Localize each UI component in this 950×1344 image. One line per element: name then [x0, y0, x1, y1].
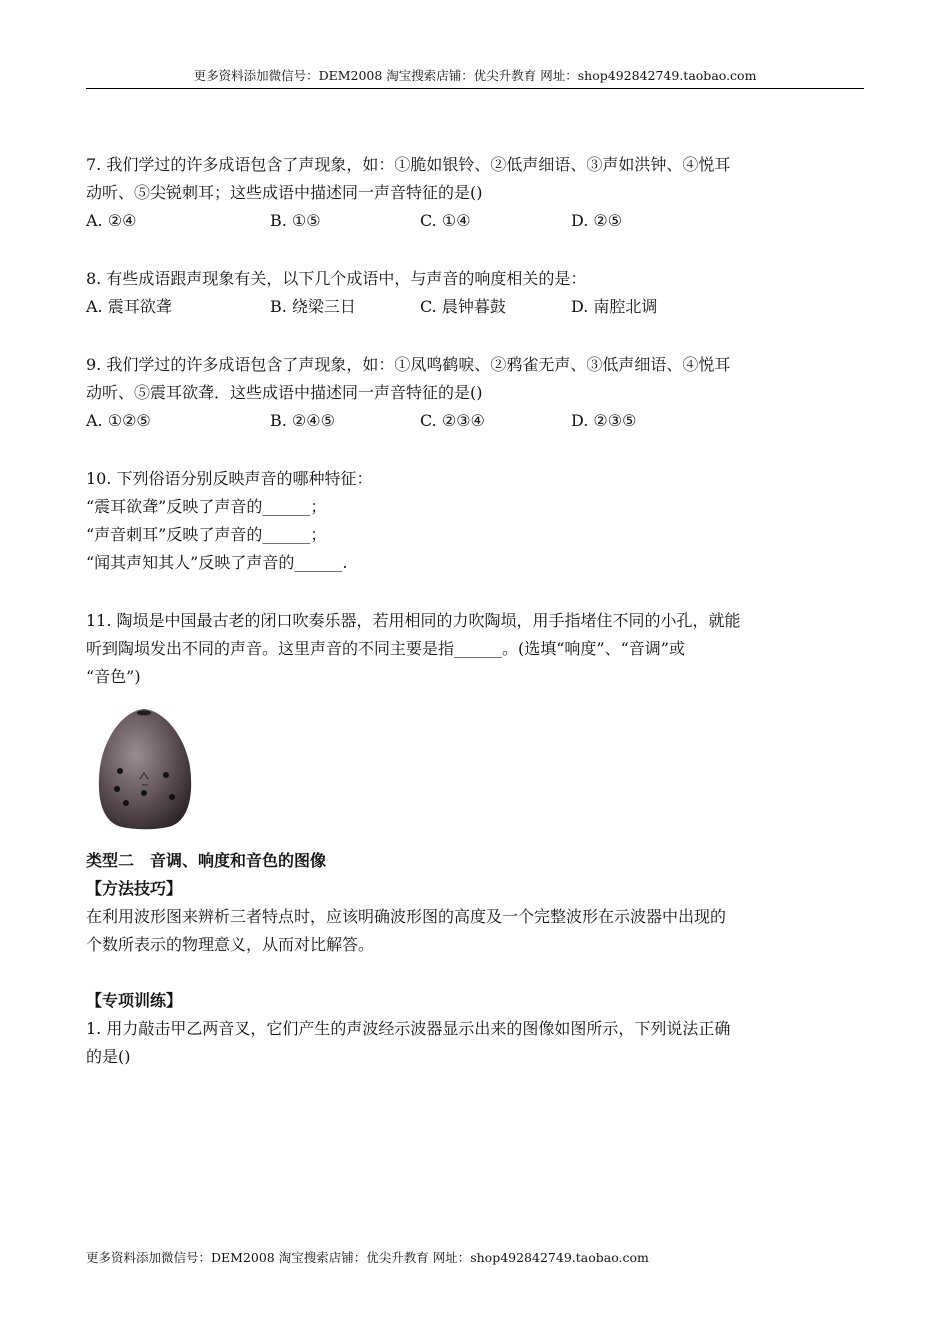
page-header: 更多资料添加微信号：DEM2008 淘宝搜索店铺：优尖升教育 网址：shop492842749.taobao.com	[86, 66, 864, 89]
option-a: A. 震耳欲聋	[86, 297, 172, 316]
ocarina-image	[92, 705, 196, 831]
method-text: 个数所表示的物理意义，从而对比解答。	[86, 935, 375, 954]
option-d: D. ②③⑤	[571, 411, 637, 430]
option-c: C. ②③④	[420, 411, 485, 430]
option-d: D. 南腔北调	[571, 297, 658, 316]
training-heading: 【专项训练】	[86, 991, 183, 1010]
question-text: 8. 有些成语跟声现象有关，以下几个成语中，与声音的响度相关的是：	[86, 269, 587, 288]
document-body	[86, 151, 864, 1071]
question-10	[86, 465, 864, 577]
page-footer: 更多资料添加微信号：DEM2008 淘宝搜索店铺：优尖升教育 网址：shop492842749.taobao.com	[86, 1250, 649, 1265]
option-b: B. 绕梁三日	[270, 297, 356, 316]
option-b: B. ②④⑤	[270, 411, 335, 430]
option-a: A. ②④	[86, 211, 137, 230]
options-row	[86, 407, 864, 435]
question-text: 1. 用力敲击甲乙两音叉，它们产生的声波经示波器显示出来的图像如图所示，下列说法正确	[86, 1019, 731, 1038]
question-text: “音色”)	[86, 667, 141, 686]
question-7	[86, 151, 864, 235]
question-text: 9. 我们学过的许多成语包含了声现象，如：①凤鸣鹤唳、②鸦雀无声、③低声细语、④悦耳	[86, 355, 731, 374]
question-8	[86, 265, 864, 321]
question-text: 动听、⑤尖锐刺耳；这些成语中描述同一声音特征的是()	[86, 183, 483, 202]
options-row	[86, 207, 864, 235]
option-d: D. ②⑤	[571, 211, 623, 230]
options-row	[86, 293, 864, 321]
fill-blank-line: “闻其声知其人”反映了声音的______.	[86, 553, 348, 572]
question-text: 动听、⑤震耳欲聋．这些成语中描述同一声音特征的是()	[86, 383, 483, 402]
option-c: C. ①④	[420, 211, 471, 230]
fill-blank-line: “声音刺耳”反映了声音的______；	[86, 525, 327, 544]
option-a: A. ①②⑤	[86, 411, 151, 430]
section-title: 类型二 音调、响度和音色的图像	[86, 851, 327, 870]
question-text: 10. 下列俗语分别反映声音的哪种特征：	[86, 469, 373, 488]
option-b: B. ①⑤	[270, 211, 321, 230]
question-text: 11. 陶埙是中国最古老的闭口吹奏乐器，若用相同的力吹陶埙，用手指堵住不同的小孔，就能	[86, 611, 741, 630]
question-text: 的是()	[86, 1047, 131, 1066]
method-heading: 【方法技巧】	[86, 879, 183, 898]
option-c: C. 晨钟暮鼓	[420, 297, 506, 316]
fill-blank-line: “震耳欲聋”反映了声音的______；	[86, 497, 327, 516]
method-text: 在利用波形图来辨析三者特点时，应该明确波形图的高度及一个完整波形在示波器中出现的	[86, 907, 727, 926]
question-text: 听到陶埙发出不同的声音。这里声音的不同主要是指______。(选填“响度”、“音调”或	[86, 639, 685, 658]
question-9	[86, 351, 864, 435]
question-11	[86, 607, 864, 831]
question-text: 7. 我们学过的许多成语包含了声现象，如：①脆如银铃、②低声细语、③声如洪钟、④悦耳	[86, 155, 731, 174]
